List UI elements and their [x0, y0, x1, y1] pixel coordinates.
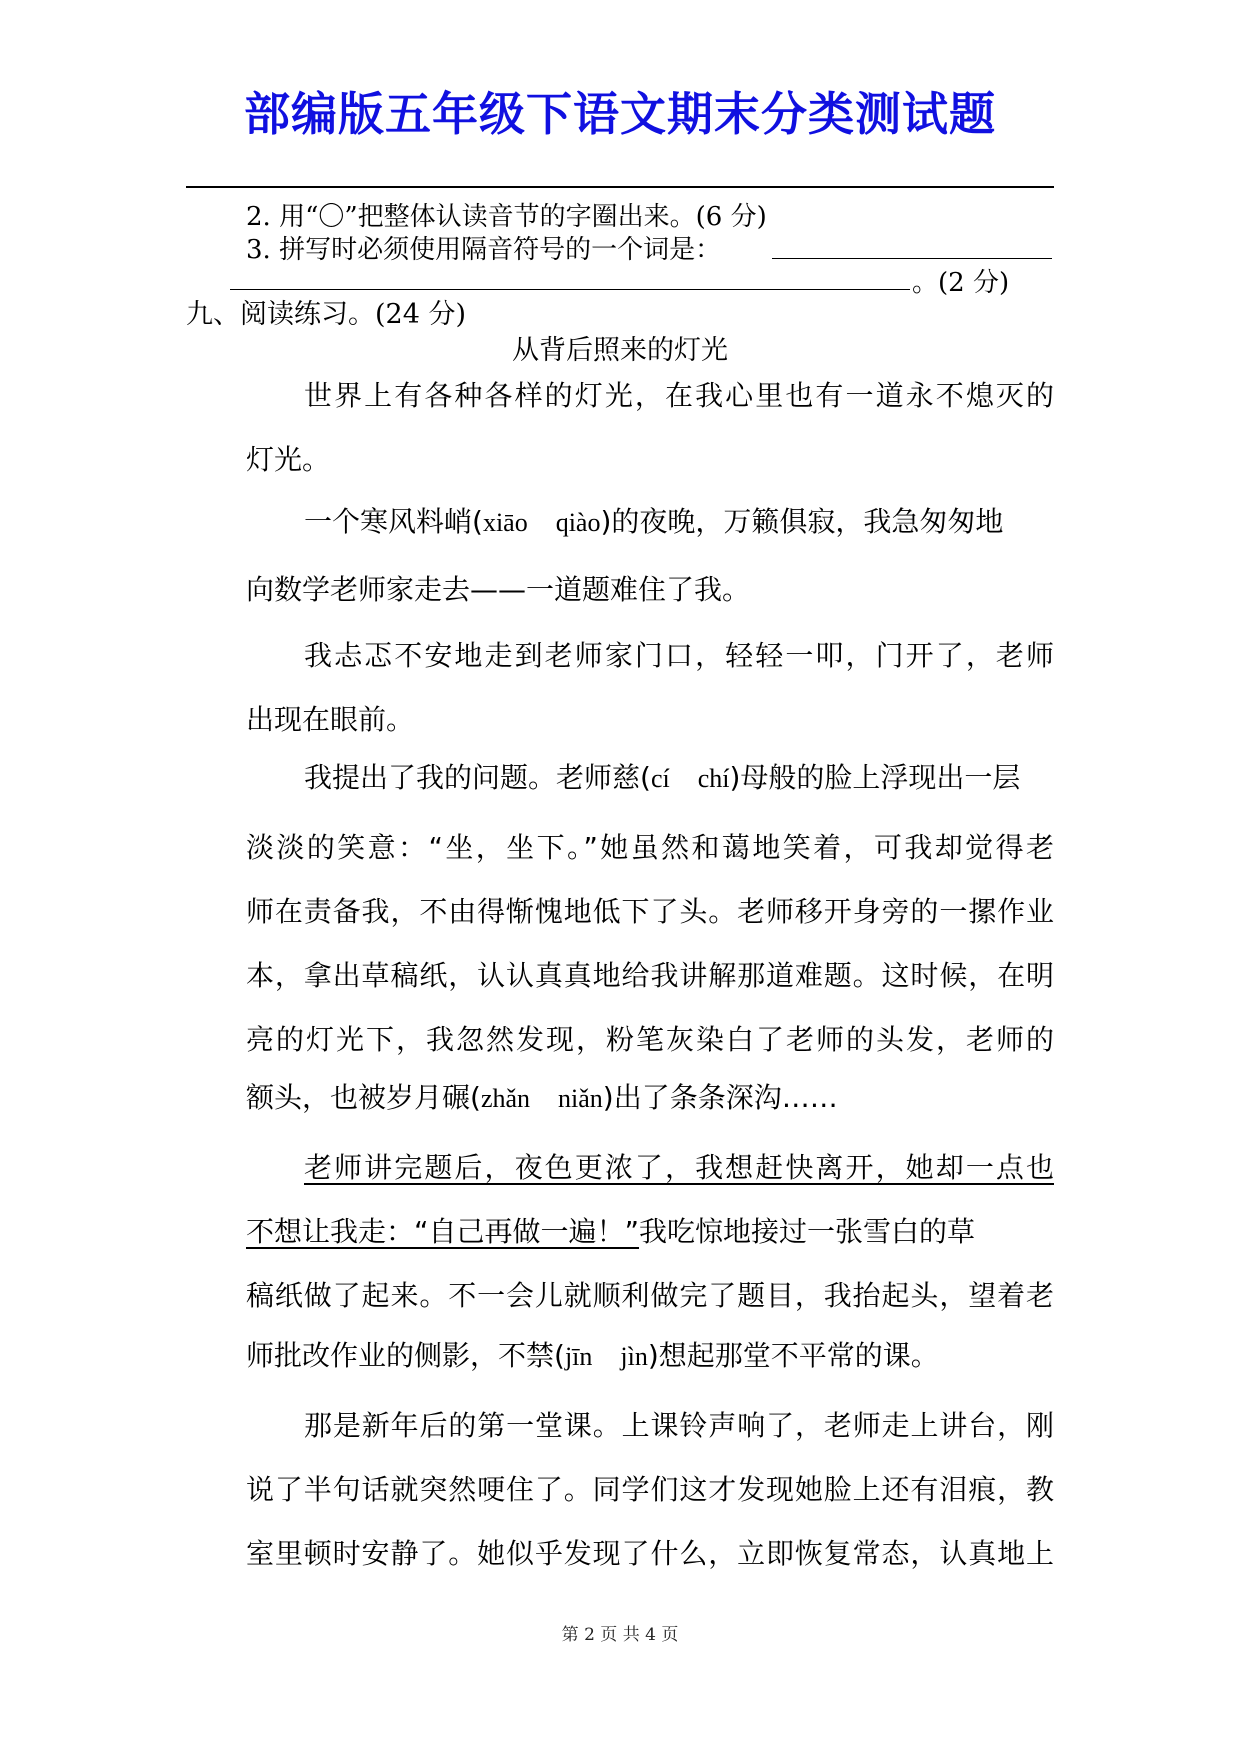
- answer-blank-2: [230, 289, 910, 290]
- underlined-sentence: 老师讲完题后，夜色更浓了，我想赶快离开，她却一点也: [304, 1151, 1054, 1184]
- passage-line: 向数学老师家走去——一道题难住了我。: [246, 573, 751, 606]
- passage-line: [246, 1334, 1054, 1374]
- question-2: 2. 用“〇”把整体认读音节的字圈出来。(6 分): [246, 202, 767, 232]
- pinyin-option: xiāo qiào: [482, 508, 601, 537]
- passage-line: 说了半句话就突然哽住了。同学们这才发现她脸上还有泪痕，教: [246, 1473, 1054, 1506]
- passage-line: 世界上有各种各样的灯光，在我心里也有一道永不熄灭的: [304, 379, 1054, 412]
- passage-line: 我忐忑不安地走到老师家门口，轻轻一叩，门开了，老师: [304, 639, 1054, 672]
- pinyin-option: jīn jìn: [564, 1342, 648, 1371]
- passage-line: [304, 500, 1054, 540]
- question-3: 3. 拼写时必须使用隔音符号的一个词是：: [246, 235, 722, 265]
- underlined-sentence: 不想让我走：“自己再做一遍！”: [246, 1215, 640, 1248]
- line-text: )母般的脸上浮现出一层: [729, 761, 1021, 794]
- line-text: 一个寒风料峭(: [304, 505, 483, 538]
- line-text: 我提出了我的问题。老师慈(: [304, 761, 651, 794]
- passage-line: 淡淡的笑意：“坐，坐下。”她虽然和蔼地笑着，可我却觉得老: [246, 831, 1054, 864]
- passage-line: [246, 1210, 1054, 1250]
- passage-line: 亮的灯光下，我忽然发现，粉笔灰染白了老师的头发，老师的: [246, 1023, 1054, 1056]
- passage-line: 那是新年后的第一堂课。上课铃声响了，老师走上讲台，刚: [304, 1409, 1054, 1442]
- line-text: )的夜晚，万籁俱寂，我急匆匆地: [600, 505, 1004, 538]
- passage-line: 本，拿出草稿纸，认认真真地给我讲解那道难题。这时候，在明: [246, 959, 1054, 992]
- line-text: 师批改作业的侧影，不禁(: [246, 1339, 565, 1372]
- question-3-score: 。(2 分): [912, 268, 1010, 298]
- pinyin-option: zhǎn niǎn: [480, 1084, 603, 1113]
- document-title: 部编版五年级下语文期末分类测试题: [244, 87, 996, 141]
- section-label: 九、阅读练习。: [186, 299, 375, 330]
- passage-title: 从背后照来的灯光: [512, 335, 728, 366]
- section-heading: [186, 292, 466, 331]
- passage-line: 师在责备我，不由得惭愧地低下了头。老师移开身旁的一摞作业: [246, 895, 1054, 928]
- header-divider: [186, 186, 1054, 188]
- page-footer: 第 2 页 共 4 页: [561, 1625, 679, 1645]
- passage-line: 室里顿时安静了。她似乎发现了什么，立即恢复常态，认真地上: [246, 1537, 1054, 1570]
- passage-line: 稿纸做了起来。不一会儿就顺利做完了题目，我抬起头，望着老: [246, 1279, 1054, 1312]
- answer-blank-1: [772, 258, 1052, 259]
- section-score: (24 分): [375, 299, 467, 330]
- passage-line: [246, 1076, 1054, 1116]
- line-text: 我吃惊地接过一张雪白的草: [639, 1215, 976, 1248]
- passage-line: [304, 756, 1054, 796]
- line-text: )出了条条深沟……: [602, 1081, 838, 1114]
- pinyin-option: cí chí: [650, 764, 730, 793]
- line-text: )想起那堂不平常的课。: [647, 1339, 939, 1372]
- line-text: 额头，也被岁月碾(: [246, 1081, 481, 1114]
- passage-line: 灯光。: [246, 443, 331, 476]
- passage-line: 出现在眼前。: [246, 703, 415, 736]
